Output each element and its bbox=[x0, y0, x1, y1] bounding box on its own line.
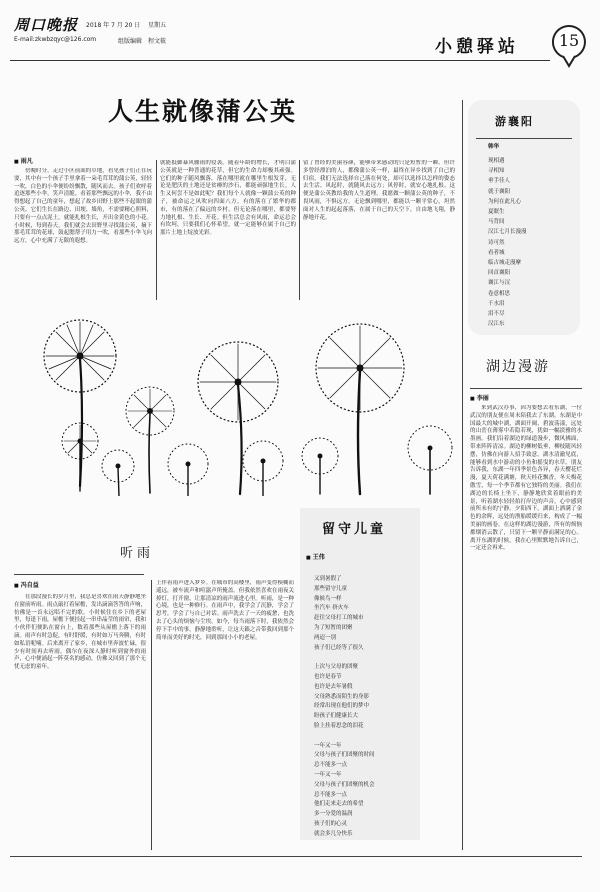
editor-name: 程文筱 bbox=[148, 38, 167, 45]
sidebar-title: 游襄阳 bbox=[495, 115, 534, 128]
dandelion-icon bbox=[198, 342, 278, 494]
dandelion-icon bbox=[168, 444, 208, 496]
article1-col3: 留了曾经的美丽容颜，能够带来感动的只是短暂的一瞬。但许多曾经漂泊的人，都像蒲公英一样，最终在异乡找到了自己的归宿。我们无法选择自己落在何处，却可以选择以怎样的姿态去生活。风起时，就随风去远方；风停时，就安心地扎根。这便是蒲公英教给我的人生道理。我愿做一颗蒲公英的种子，不畏风雨，不惧远方，无论飘到哪里，都能以一颗平常心，坦然面对人生的起起落落，在属于自己的天空下，自由地飞翔，静静地开花。 bbox=[303, 160, 455, 221]
poem-box-line: 经常出现在他们的梦中 bbox=[314, 703, 370, 710]
dandelion-icon bbox=[126, 387, 174, 493]
poem-box-line: 一年又一年 bbox=[314, 772, 342, 778]
dandelion-icon bbox=[62, 423, 98, 491]
poem-box-line: 脸上挂着思念的泪花 bbox=[314, 723, 364, 729]
poem-box-line: 总不能多一点 bbox=[314, 791, 348, 798]
poem-box-line: 又到暑假了 bbox=[314, 576, 342, 582]
sidebar-poem-line: 襄江与汉 bbox=[488, 280, 511, 287]
dandelion-illustration bbox=[20, 306, 460, 496]
column-rule bbox=[299, 160, 300, 300]
poem-box-line: 他们走来走去的希望 bbox=[314, 801, 364, 808]
poem-box-line: 上次与父母的团聚 bbox=[314, 664, 359, 671]
article2-byline: ■ 冯自益 bbox=[14, 580, 39, 589]
page-number-badge bbox=[551, 24, 587, 66]
article1-col2: 就能抵御暴风骤雨的侵袭。随着年龄的增长，才明白蒲公英就是一种普通的花草，但它的生命力却极其顽强。它们的种子随风飘落，落在哪里就在哪里生根发芽，无论是肥沃的土地还是贫瘠的沙石，都能顽强地生长。人生又何尝不是如此呢？我们每个人就像一颗蒲公英的种子，被命运之风吹向四面八方，有的落在了繁华的都市，有的落在了偏远的乡村，但无论落在哪里，都要努力地扎根、生长、开花。但生活总会有风雨，命运总会有坎坷，只要我们心怀希望，就一定能够在属于自己的那片土地上绽放光彩。 bbox=[160, 160, 296, 237]
poem-box-line: 总不能多一点 bbox=[314, 762, 348, 769]
dandelion-icon bbox=[243, 441, 283, 496]
header-rule bbox=[10, 60, 550, 61]
poem-box-line: 孩子们已经等了很久 bbox=[314, 644, 364, 651]
sidebar-poem-line: 现相遇 bbox=[488, 158, 505, 164]
sidebar-poem-line: 寻相知 bbox=[488, 168, 505, 175]
column-rule bbox=[156, 160, 157, 300]
article2-col1: 在那段漫长的岁月里，我总是喜欢在雨天静静地坐在窗前听雨。雨点敲打着屋檐，发出滴滴答答的声响，仿佛是一首永远唱不完的歌。小时候住在乡下的老屋里，每逢下雨，屋檐下便挂起一串串晶莹的雨帘，我和小伙伴们便趴在窗台上，数着那些从屋檐上落下的雨滴。雨声有时急促，有时舒缓，有时如万马奔腾，有时如私语呢喃。后来离开了家乡，在城市里奔波忙碌，很少有时间再去听雨。偶尔在夜深人静时听到窗外的雨声，心中便涌起一阵莫名的感动，仿佛又回到了那个无忧无虑的童年。 bbox=[14, 594, 146, 671]
main-headline: 人生就像蒲公英 bbox=[108, 97, 298, 126]
dandelion-icon bbox=[302, 438, 338, 494]
poem-box-line: 就会多几分快乐 bbox=[314, 830, 353, 837]
sidebar-poem-line: 夏眠生 bbox=[488, 209, 505, 215]
poem-box-line: 也许是去年暑假 bbox=[314, 683, 353, 690]
contact-email: E-mail:zkwbzqyc@126.com bbox=[14, 36, 97, 43]
poem-box-byline: ■ 王伟 bbox=[306, 552, 325, 561]
sidebar-poem-line: 汉江东 bbox=[488, 321, 505, 328]
masthead: 周口晚报 bbox=[14, 16, 79, 34]
sidebar-poem-line: 泪不尽 bbox=[488, 311, 505, 317]
poem-box-line: 父母与孩子们团聚的机会 bbox=[314, 781, 375, 788]
section-rule bbox=[14, 574, 144, 575]
poem-box-line: 像候鸟一样 bbox=[314, 595, 342, 602]
article3-col: 来到武汉办事，因为要想去看东湖，一位武汉的朋友便在周末陪我去了东湖。东湖是中国最大的城中湖，湖面开阔，碧波荡漾，远处的山峦在薄雾中若隐若现，犹如一幅淡雅的水墨画。我们沿着湖边的绿道漫步，微风拂面，带来阵阵清凉。湖边的柳树低垂，柳枝随风轻摆，仿佛在向游人招手致意。湖水清澈见底，能够看到水中游动的小鱼和摇曳的水草。朋友告诉我，东湖一年四季景色各异，春天樱花烂漫，夏天荷花满塘，秋天桂花飘香，冬天梅花傲雪，每一个季节都有它独特的美丽。我们在湖边的长椅上坐下，静静地欣赏着眼前的美景，听着湖水轻轻拍打岸边的声音，心中感到前所未有的宁静。夕阳西下，湖面上洒满了金色的余晖，远处的渔船缓缓归来，构成了一幅美丽的画卷。在这样的湖边漫游，所有的烦恼都烟消云散了，只留下一颗平静而满足的心。离开东湖的时候，我在心里默默地告诉自己，一定还会再来。 bbox=[470, 405, 582, 552]
poem-box-line: 两迢一别 bbox=[314, 634, 337, 641]
sidebar-poem-line: 垂手佳人 bbox=[488, 178, 511, 185]
column-rule bbox=[151, 580, 152, 850]
poem-box-line: 坐汽车 挤火车 bbox=[314, 605, 349, 612]
section-rule bbox=[470, 388, 582, 389]
poem-box-line: 多一分爱的温润 bbox=[314, 811, 353, 818]
issue-date: 2018 年 7 月 20 日 bbox=[86, 22, 141, 29]
column-rule bbox=[462, 100, 463, 850]
article3-byline: ■ 李丽 bbox=[470, 393, 489, 402]
sidebar-poem-line: 回首襄阳 bbox=[488, 270, 511, 277]
article2-title: 听雨 bbox=[120, 546, 155, 561]
sidebar-poem-line: 马背间 bbox=[488, 219, 505, 226]
sidebar-byline: 韩华 bbox=[488, 144, 500, 150]
editor-label: 组版编辑 bbox=[118, 38, 143, 45]
sidebar-box bbox=[468, 100, 580, 335]
poem-box-line: 父母熟悉而陌生的身影 bbox=[314, 693, 370, 700]
article2-col2: 上伴着雨声进入梦乡。在城市的高楼里，雨声变得模糊而遥远，被车流声和喧嚣声所掩盖。但我依然喜欢在雨夜关掉灯，打开窗，让那清凉的雨声流进心里。听雨，是一种心境，也是一种修行。在雨声中，我学会了沉静，学会了思考，学会了与自己对话。雨声洗去了一天的疲惫，也洗去了心头的烦恼与尘埃。如今，每当雨落下时，我依然会停下手中的事，静静地聆听，让这天籁之音带我回到那个简单而美好的时光，回到那间小小的老屋。 bbox=[156, 580, 294, 641]
sidebar-poem-line: 临古城走漫摩 bbox=[488, 260, 522, 266]
sidebar-poem-line: 就于襄阳 bbox=[488, 188, 511, 195]
issue-weekday: 星期五 bbox=[148, 22, 167, 29]
sidebar-poem-line: 千水泪 bbox=[488, 300, 505, 307]
sidebar-poem-line: 为何在此凡心 bbox=[488, 198, 522, 205]
sidebar-poem-line: 汉江七月长漫漫 bbox=[488, 229, 527, 236]
article1-col1: 傍晚时分，走过小区前面的草地，看见孩子们正在玩耍，其中有一个孩子手里拿着一朵毛茸茸的蒲公英，轻轻一吹，白色的小伞便纷纷飘散，随风而去。孩子们欢呼着追逐那些小伞，笑声清脆。看着那些飘远的小伞，我不由得想起了自己的童年，想起了故乡田野上那些不起眼的蒲公英。它们生长在路边、田埂、墙角，不需要精心照料，只要有一点点泥土，就能扎根生长，开出金黄色的小花。小时候，每到春天，我们就会去田野里寻找蒲公英，摘下那毛茸茸的花球，鼓起腮帮子用力一吹，看那些小伞飞向远方，心中充满了无限的遐想。 bbox=[14, 168, 152, 245]
dandelion-icon bbox=[316, 324, 404, 494]
article1-byline: ■ 雨凡 bbox=[14, 156, 33, 165]
sidebar-poem-line: 看者城 bbox=[488, 249, 505, 256]
sidebar-poem-line: 诗可然 bbox=[488, 239, 505, 246]
poem-box-line: 为了短暂的团聚 bbox=[314, 625, 353, 631]
section-title: 小憩驿站 bbox=[435, 37, 519, 57]
poem-box-line: 也许是春节 bbox=[314, 674, 342, 680]
article3-title: 湖边漫游 bbox=[486, 359, 550, 375]
sidebar-poem-line: 卷意相思 bbox=[488, 290, 511, 297]
page-number: 15 bbox=[558, 31, 580, 50]
poem-box-line: 盼孩子们健康长大 bbox=[314, 713, 359, 720]
poem-box-line: 那些留守儿童 bbox=[314, 585, 348, 592]
poem-box-line: 赶往父母打工的城市 bbox=[314, 615, 364, 622]
sidebar-rule bbox=[476, 138, 572, 139]
dandelion-icon bbox=[408, 426, 452, 494]
footer-rule bbox=[10, 856, 582, 857]
poem-box-line: 孩子们的心灵 bbox=[314, 821, 348, 827]
poem-box-line: 父母与孩子们团聚的时间 bbox=[314, 752, 375, 759]
dandelion-icon bbox=[102, 450, 134, 496]
poem-box-title: 留守儿童 bbox=[322, 522, 387, 537]
poem-box-line: 一年又一年 bbox=[314, 742, 342, 749]
